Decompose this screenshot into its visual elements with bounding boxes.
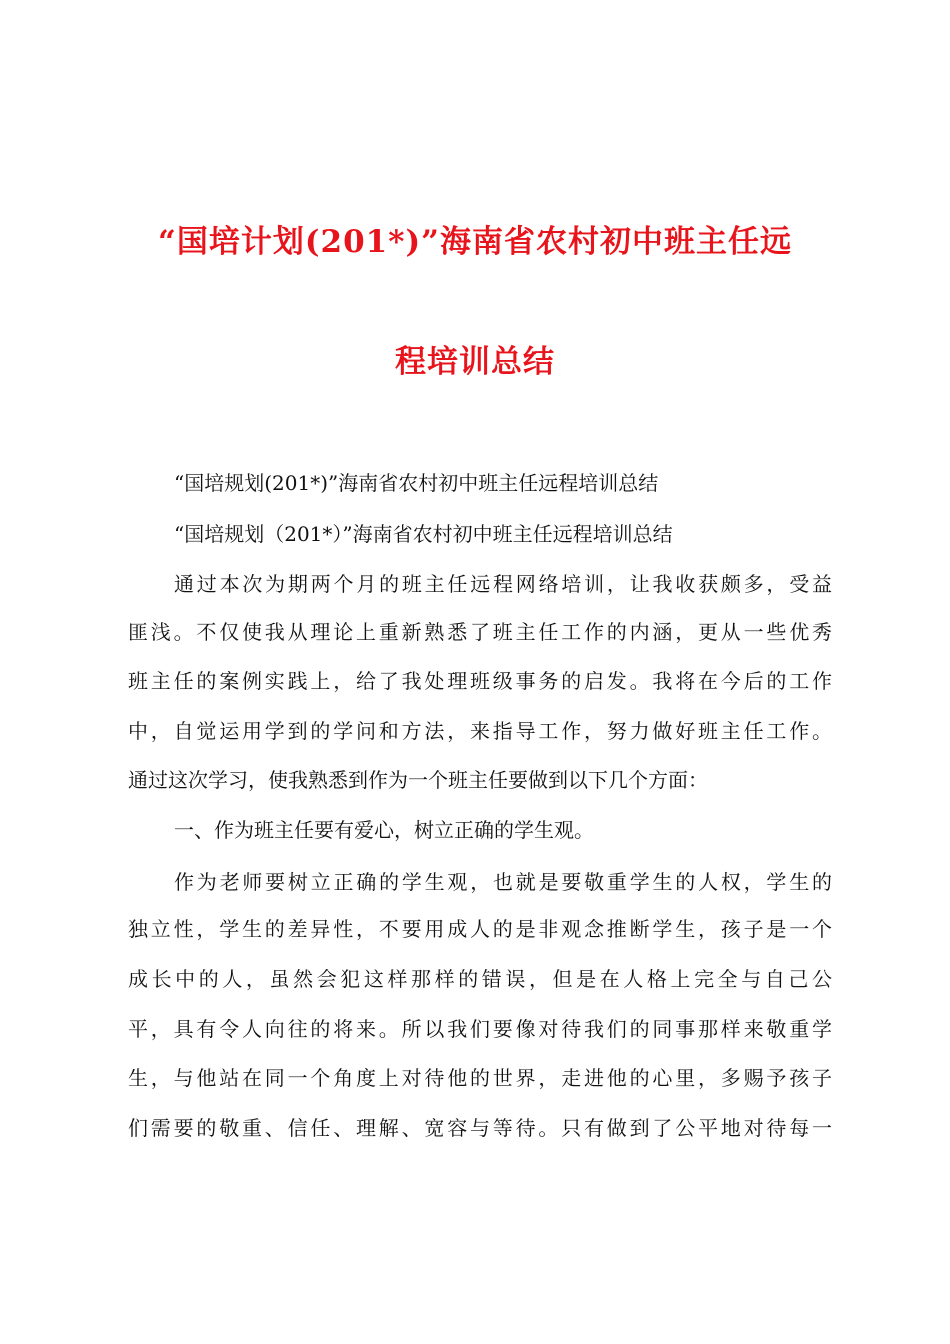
subtitle-line: “国培规划(201*)”海南省农村初中班主任远程培训总结 — [174, 471, 659, 495]
section-heading: 一、作为班主任要有爱心，树立正确的学生观。 — [174, 818, 594, 842]
paragraph-line: 通过本次为期两个月的班主任远程网络培训，让我收获颇多，受益 — [174, 572, 832, 596]
paragraph-line: 们需要的敬重、信任、理解、宽容与等待。只有做到了公平地对待每一 — [128, 1116, 832, 1140]
paragraph-line: 成长中的人，虽然会犯这样那样的错误，但是在人格上完全与自己公 — [128, 967, 832, 991]
paragraph-line: 生，与他站在同一个角度上对待他的世界，走进他的心里，多赐予孩子 — [128, 1066, 832, 1090]
paragraph-line: 平，具有令人向往的将来。所以我们要像对待我们的同事那样来敬重学 — [128, 1017, 832, 1041]
paragraph-line: 班主任的案例实践上，给了我处理班级事务的启发。我将在今后的工作 — [128, 669, 832, 693]
document-title-line-2: 程培训总结 — [395, 344, 555, 380]
paragraph-line: 独立性，学生的差异性，不要用成人的是非观念推断学生，孩子是一个 — [128, 917, 832, 941]
paragraph-line: 中，自觉运用学到的学问和方法，来指导工作，努力做好班主任工作。 — [128, 719, 832, 743]
subtitle-line: “国培规划（201*）”海南省农村初中班主任远程培训总结 — [174, 522, 673, 546]
document-title-line-1: “国培计划(201*)”海南省农村初中班主任远 — [158, 224, 792, 260]
paragraph-line: 作为老师要树立正确的学生观，也就是要敬重学生的人权，学生的 — [174, 870, 832, 894]
paragraph-line: 匪浅。不仅使我从理论上重新熟悉了班主任工作的内涵，更从一些优秀 — [128, 620, 832, 644]
paragraph-line: 通过这次学习，使我熟悉到作为一个班主任要做到以下几个方面： — [128, 768, 708, 792]
